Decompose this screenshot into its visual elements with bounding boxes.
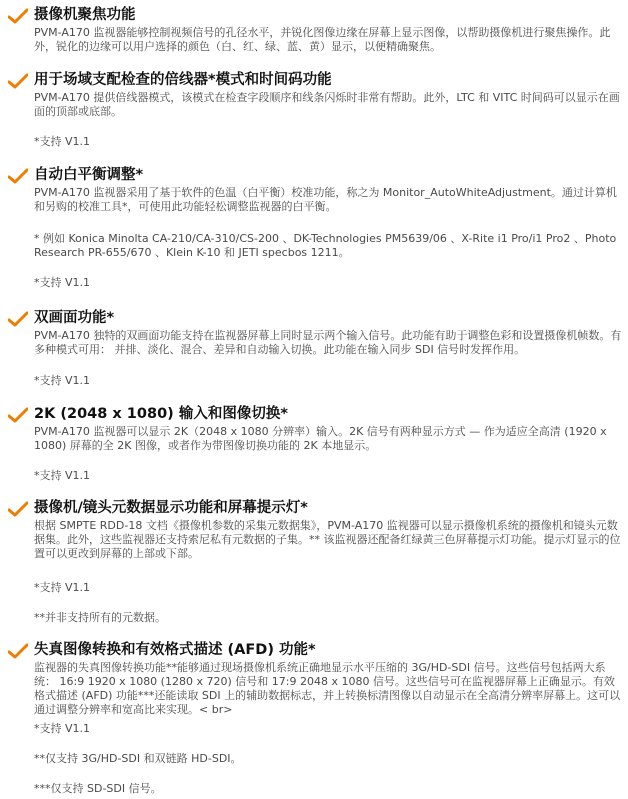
feature-note: *支持 V1.1 <box>34 469 91 482</box>
feature-title: 摄像机/镜头元数据显示功能和屏幕提示灯* <box>34 500 308 516</box>
feature-title: 用于场域支配检查的倍线器*模式和时间码功能 <box>34 72 332 88</box>
check-icon <box>8 643 28 659</box>
feature-title: 双画面功能* <box>34 310 115 326</box>
check-icon <box>8 407 28 423</box>
feature-description: 根据 SMPTE RDD-18 文档《摄像机参数的采集元数据集》，PVM-A170 监视器可以显示摄像机系统的摄像机和镜头元数据集。此外，这些监视器还支持索尼私有元数据的子集。** 该监视器还配备红绿黄三色屏幕提示灯功能。提示灯显示的位置可以更改到屏幕的上部或下部。 <box>34 519 621 560</box>
feature-description: 监视器的失真图像转换功能**能够通过现场摄像机系统正确地显示水平压缩的 3G/HD-SDI 信号。这些信号包括两大系统： 16:9 1920 x 1080 (1280 x 720) 信号和 17:9 2048 x 1080 信号。这些信号可在监视器屏幕上正确显示。有效格式描述 (AFD) 功能***还能读取 SDI 上的辅助数据标志，并上转换标清图像以自动显示在全高清分辨率屏幕上。这可以通过调整分辨率和宽高比来实现。< br> <box>34 661 621 716</box>
check-icon <box>8 311 28 327</box>
check-icon <box>8 501 28 517</box>
feature-note: **仅支持 3G/HD-SDI 和双链路 HD-SDI。 <box>34 752 242 765</box>
feature-description: PVM-A170 监视器采用了基于软件的色温（白平衡）校准功能，称之为 Monitor_AutoWhiteAdjustment。通过计算机和另购的校准工具*，可使用此功能轻松调整监视器的白平衡。 <box>34 186 617 213</box>
feature-description: PVM-A170 提供倍线器模式，该模式在检查字段顺序和线条闪烁时非常有帮助。此外，LTC 和 VITC 时间码可以显示在画面的顶部或底部。 <box>34 91 620 118</box>
feature-description: PVM-A170 独特的双画面功能支持在监视器屏幕上同时显示两个输入信号。此功能有助于调整色彩和设置摄像机帧数。有多种模式可用： 并排、淡化、混合、差异和自动输入切换。此功能在输入同步 SDI 信号时发挥作用。 <box>34 329 622 356</box>
feature-note: **并非支持所有的元数据。 <box>34 611 166 624</box>
feature-title: 摄像机聚焦功能 <box>34 7 136 23</box>
feature-note: * 例如 Konica Minolta CA-210/CA-310/CS-200 、DK-Technologies PM5639/06 、X-Rite i1 Pro/i1 Pro2 、Photo Research PR-655/670 、Klein K-10 和 JETI specbos 1211。 <box>34 232 617 259</box>
check-icon <box>8 8 28 24</box>
feature-note: *支持 V1.1 <box>34 135 91 148</box>
feature-note: *支持 V1.1 <box>34 374 91 387</box>
feature-note: *支持 V1.1 <box>34 722 91 735</box>
check-icon <box>8 73 28 89</box>
feature-description: PVM-A170 监视器可以显示 2K（2048 x 1080 分辨率）输入。2K 信号有两种显示方式 — 作为适应全高清 (1920 x 1080) 屏幕的全 2K 图像，或者作为带图像切换功能的 2K 本地显示。 <box>34 425 607 452</box>
feature-title: 失真图像转换和有效格式描述 (AFD) 功能* <box>34 642 316 658</box>
check-icon <box>8 168 28 184</box>
feature-note: ***仅支持 SD-SDI 信号。 <box>34 782 162 795</box>
feature-title: 自动白平衡调整* <box>34 167 144 183</box>
feature-description: PVM-A170 监视器能够控制视频信号的孔径水平，并锐化图像边缘在屏幕上显示图像，以帮助摄像机进行聚焦操作。此外，锐化的边缘可以用户选择的颜色（白、红、绿、蓝、黄）显示，以便精确聚焦。 <box>34 26 611 53</box>
feature-note: *支持 V1.1 <box>34 581 91 594</box>
feature-note: *支持 V1.1 <box>34 276 91 289</box>
feature-title: 2K (2048 x 1080) 输入和图像切换* <box>34 406 288 422</box>
